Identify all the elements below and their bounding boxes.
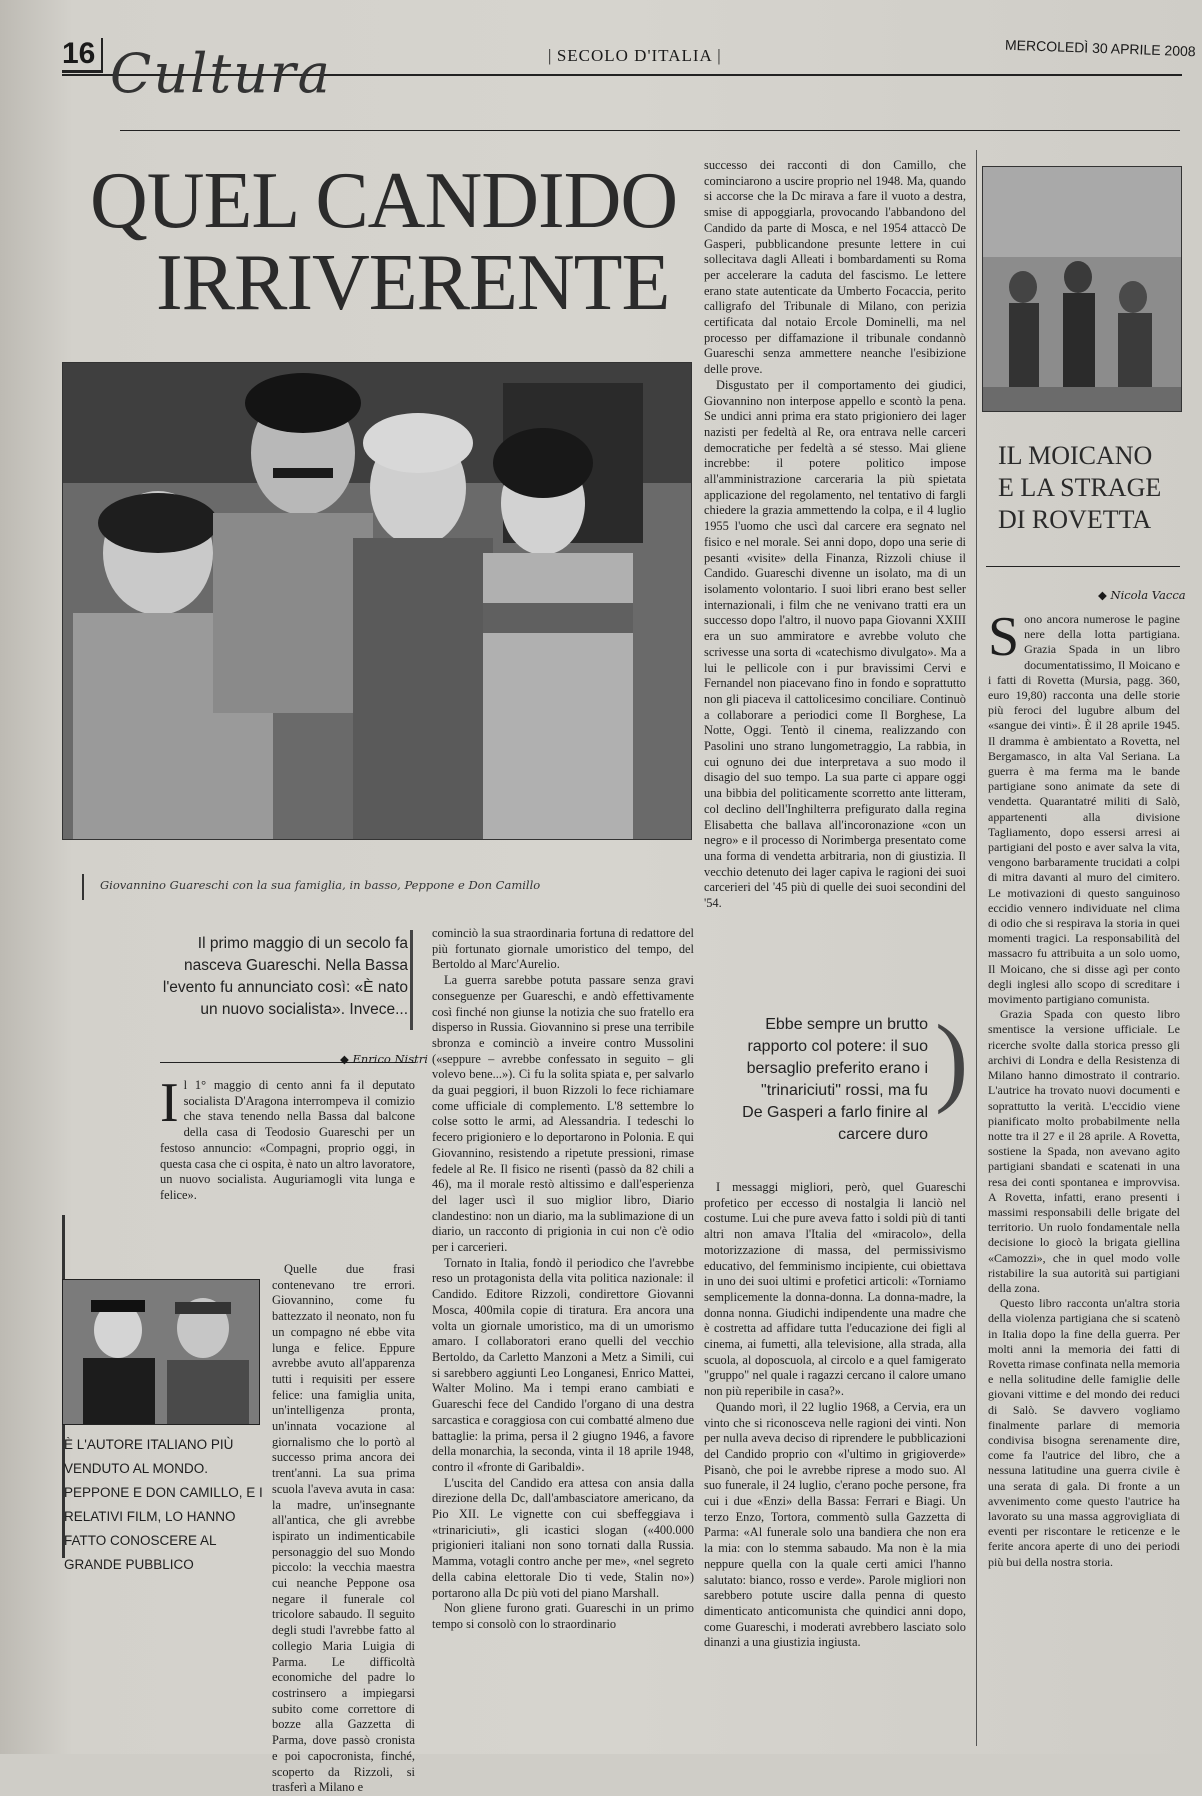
pull-quote-bracket: ) [935,1004,969,1115]
kicker-bar [410,930,413,1030]
drop-cap: I [160,1072,179,1134]
newspaper-name: | SECOLO D'ITALIA | [548,46,722,65]
main-byline-name: Enrico Nistri [352,1052,428,1066]
headline-line-2: IRRIVERENTE [156,239,670,327]
side-headline-line-2: E LA STRAGE [998,473,1162,502]
column-1-top [160,1072,415,1204]
side-column-divider [976,150,977,1746]
headline [90,157,710,327]
side-headline-line-1: IL MOICANO [998,441,1153,470]
family-photo-illustration [63,363,691,839]
col2-paragraph-3: Tornato in Italia, fondò il periodico che l'avrebbe reso un protagonista della vita politica nazionale: il Candido. Editore Rizzoli, condirettore Giovanni Mosca, 400mila copie di tiratura. Era ancora una volta un giornale umoristico, ma di un umorismo amaro. I collaboratori erano quelli del vecchio Bertoldo, da Carletto Manzoni a Metz a Simili, cui si sarebbero aggiunti Leo Longanesi, Enrico Mattei, Walter Molino. Ma i tempi erano cambiati e Guareschi fece del Candido l'organo di una destra sarcastica e coraggiosa con cui combatté almeno due battaglie: la prima, persa il 2 giugno 1946, a favore della monarchia, la seconda, vinta il 18 aprile 1948, contro il «fronte di Garibaldi». [432,1255,694,1474]
col3-paragraph-2: Disgustato per il comportamento dei giudici, Giovannino non interpose appello e scontò la pena. Se undici anni prima era stato prigioniero dei lager nazisti per fedeltà al Re, ora entrava nelle carceri democratiche per fedeltà a sé stesso. Mai gliene increbbe: il potere politico impose all'amministrazione carceraria la più spietata applicazione del regolamento, nel tentativo di fargli chiedere la grazia ammettendo la colpa, e il 4 luglio 1955 l'uomo che uscì dal carcere era segnato nel fisico e nel morale. Sei anni dopo, dopo una serie di pesanti «visite» della Finanza, Rizzoli chiuse il Candido. Guareschi divenne un isolato, ma di un isolamento volontario. I suoi libri erano best seller internazionali, i film che ne venivano tratti era un successo dopo l'altro, il nuovo papa Giovanni XXIII era un suo ammiratore e avrebbe voluto che scrivesse una sorta di «catechismo divulgato». Ma a lui le pellicole con i pur bravissimi Cervi e Fernandel non piacevano fino in fondo e soprattutto non gli piaceva il cattolicesimo conciliare. Continuò a collaborare a periodici come Il Borghese, La Notte, Oggi. Tentò il cinema, realizzando con Pasolini uno strano lungometraggio, La rabbia, in cui ognuno dei due interpretava a suo modo il disagio del suo tempo. La sua parte ci appare oggi una bibbia del politicamente scorretto ante litteram, col declino dell'Inghilterra prefigurato dalla regina Elisabetta che ballava all'incoronazione «con un negro» e il processo di Norimberga presentato come una forma di vendetta arbitraria, non di giustizia. Il vecchio detenuto dei lager capiva le ragioni dei suoi carcerieri del '45 più di quelle dei suoi secondini del '54. [704,377,966,911]
peppone-don-camillo-photo [62,1279,260,1425]
side-headline [998,440,1178,536]
col2-paragraph-5: Non gliene furono grati. Guareschi in un primo tempo si consolò con lo straordinario [432,1601,694,1631]
column-3-top [704,158,966,984]
peppone-photo-illustration [63,1280,259,1424]
rovetta-photo-illustration [983,167,1181,411]
family-photo [62,362,692,840]
col2-paragraph-2: La guerra sarebbe potuta passare senza gravi conseguenze per Guareschi, e andò effettivamente così finché non giunse la notizia che suo fratello era disperso in Russia. Giovannino si prese una terribile sbronza e cominciò a inveire contro Mussolini («seppure – avrebbe confessato in seguito – gli volevo bene...»). Ci fu la solita spiata e, per salvarlo da guai peggiori, il buon Rizzoli lo fece richiamare come ufficiale di complemento. L'8 settembre lo colse sotto le armi, ad Alessandria. I tedeschi lo fecero prigioniero e lo deportarono in Polonia. E qui Giovannino, resistendo a ripetute pressioni, rimase fedele al Re. Il fisico ne risentì (passò da 82 chili a 46), ma il morale restò altissimo e dall'esperienza del lager uscì il suo miglior libro, Diario clandestino: non un diario, ma la sublimazione di un diario, un racconto di prigionia in cui non c'è odio per i carcerieri. [432,973,694,1255]
side-byline: ◆ Nicola Vacca [1098,588,1186,602]
side-paragraph-1: ono ancora numerose le pagine nere della lotta partigiana. Grazia Spada in un libro documentatissimo, Il Moicano e i fatti di Rovetta (Mursia, pagg. 360, euro 19,80) racconta una delle storie più feroci del lugubre album del «sangue dei vinti». È il 28 aprile 1945. Il dramma è ambientato a Rovetta, nel Bergamasco, in alta Val Seriana. La guerra è ma ferma ma le bande partigiane sono animate da sete di vendetta. Quarantatré militi di Salò, appartenenti alla divisione Tagliamento, dopo essersi arresi ai partigiani del posto e aver salva la vita, vengono barbaramente trucidati a colpi di mitra davanti al muro del cimitero. Le motivazioni di questo sanguinoso eccidio vennero individuate nel clima di odio che si respirava la storia in quei momenti tragici. La responsabilità del massacro fu attribuita a un solo uomo, Il Moicano, che si disse agì per conto degli inglesi allo scopo di screditare i movimento partigiano comunista. [988,612,1180,1007]
issue-date: MERCOLEDÌ 30 APRILE 2008 [1004,36,1196,60]
col2-paragraph-1: cominciò la sua straordinaria fortuna di redattore del più fortunato giornale umoristico del tempo, del Bertoldo al Marc'Aurelio. [432,926,694,972]
headline-line-1: QUEL CANDIDO [90,157,678,245]
column-1-wrap [272,1262,415,1795]
paragraph [988,606,1180,1007]
col1-paragraph-2: Quelle due frasi contenevano tre errori. Giovannino, come fu battezzato il neonato, non fu un compagno né ebbe vita lunga e felice. Eppure avrebbe avuto all'apparenza tutti i requisiti per essere felice: una famiglia unita, un'intelligenza pronta, un'innata vocazione al giornalismo che lo portò al successo prima ancora dei trent'anni. La sua prima scuola l'aveva avuta in casa: la madre, un'insegnante all'antica, che gli avrebbe ispirato un indimenticabile personaggio del suo Mondo piccolo: la vecchia maestra cui neanche Peppone osa negare il funerale col tricolore sabaudo. Il seguito degli studi l'avrebbe fatto al collegio Maria Luigia di Parma. Le difficoltà economiche del padre lo costrinsero a impiegarsi subito come correttore di bozze alla Gazzetta di Parma, dove passò cronista e poi capocronista, finché, scoperto da Rizzoli, si trasferì a Milano e [272,1262,415,1795]
side-drop-cap: S [988,606,1020,668]
masthead-bottom-rule [120,130,1180,131]
column-3-bottom [704,1180,966,1746]
side-column [988,606,1180,1746]
col3-paragraph-3: I messaggi migliori, però, quel Guareschi profetico per eccesso di nostalgia li lanciò nel costume. Lui che pure aveva fatto i soldi più di tanti altri non amava l'Italia del «miracolo», della motorizzazione di massa, del permissivismo educativo, del femminismo incipiente, cui obiettava in uno dei suoi ultimi e profetici articoli: «Torniamo semplicemente la donna-donna. La donna-madre, la donna nonna. Giudichi indipendente una madre che è costretta ad affidare tutta l'educazione dei figli al cinema, ai fumetti, alla televisione, alla strada, alla scuola, al doposcuola, al circolo e a quel famigerato "gruppo" nel quale i ragazzi cercano il calore umano non più reperibile in casa?». [704,1180,966,1399]
column-2 [432,926,694,1746]
side-byline-rule [986,566,1180,567]
main-byline: ◆ Enrico Nistri [340,1052,428,1066]
photo-caption: Giovannino Guareschi con la sua famiglia, in basso, Peppone e Don Camillo [100,878,541,892]
side-paragraph-3: Questo libro racconta un'altra storia della violenza partigiana che si scatenò in Italia dopo la fine della guerra. Per molti anni la memoria dei fatti di Rovetta rimase confinata nella memoria e nella solitudine delle famiglie delle giovani vittime e del mondo dei reduci di Salò. Se davvero vogliamo finalmente parlare di memoria condivisa bisogna serenamente dire, come fa l'autrice del libro, che a nessuna latitudine una guerra civile è una serata di gala. Di fronte a un avvenimento come questo l'autrice ha lavorato su una massa aggrovigliata di eventi per riscontare le reticenze e le ferite ancora aperte di uno dei periodi più bui della nostra storia. [988,1296,1180,1569]
rovetta-photo [982,166,1182,412]
caption-bar [82,874,84,900]
side-byline-name: Nicola Vacca [1110,588,1186,602]
article-kicker: Il primo maggio di un secolo fa nasceva Guareschi. Nella Bassa l'evento fu annunciato così: «È nato un nuovo socialista». Invece... [162,935,408,1018]
col3-paragraph-4: Quando morì, il 22 luglio 1968, a Cervia, era un vinto che si riconosceva nelle ragioni dei vinti. Non per nulla aveva deciso di riprendere le pubblicazioni del Candido proprio con «l'ultimo in grigioverde» Pisanò, che poi le avrebbe riprese a modo suo. Al suo funerale, il 24 luglio, c'erano poche persone, fra cui i due «Enzi» della Bassa: Ferrari e Biagi. Un terzo Enzo, Tortora, commentò sulla Gazzetta di Parma: «Al funerale solo una bandiera che non era la mia: con lo stemma sabaudo. Ma non è la mia neppure quella con la quale certi amici l'hanno salutato: bianco, rosso e verde». Parole migliori non sarebbero potute uscire dalla penna di questo dimenticato anticomunista che quindici anni dopo, come Guareschi, i moderati avrebbero lasciato solo dinanzi a una giustizia ingiusta. [704,1399,966,1650]
side-paragraph-2: Grazia Spada con questo libro smentisce la versione ufficiale. Le ricerche svolte dalla storica presso gli archivi di Londra e della Resistenza di Milano hanno dimostrato il contrario. L'autrice ha trovato nuovi documenti e soprattutto la verità. L'eccidio viene pianificato molto probabilmente nella notte tra il 27 e il 28 aprile. A Rovetta, sostiene la Spada, non avevano agito partigiani sbandati e scatenati in una resa dei conti spontanea e improvvisa. A Rovetta, infatti, erano presenti i massimi responsabili delle brigate del territorio. Un ruolo fondamentale nella decisione lo giocò la brigata giellina «Camozzi», che in quel modo volle ristabilire la sua autorità sui partigiani della zona. [988,1007,1180,1295]
side-headline-line-3: DI ROVETTA [998,505,1152,534]
col2-paragraph-4: L'uscita del Candido era attesa con ansia dalla direzione della Dc, dall'ambasciatore americano, da Pio XII. Le vignette con cui sbeffeggiava i «trinariciuti», gli icastici slogan («400.000 prigionieri italiani non sono tornati dalla Russia. Mamma, votagli contro anche per me», «nel segreto della cabina elettorale Dio ti vede, Stalin no») portarono alla Dc più voti del piano Marshall. [432,1475,694,1600]
paragraph [160,1072,415,1204]
pull-quote: Ebbe sempre un brutto rapporto col potere: il suo bersaglio preferito erano i "trinariciuti" rossi, ma fu De Gasperi a farlo finire al carcere duro [742,1016,928,1143]
newspaper-name-text: SECOLO D'ITALIA [556,46,713,65]
col3-paragraph-1: successo dei racconti di don Camillo, che cominciarono a uscire proprio nel 1948. Ma, quando si accorse che la Dc mirava a fare il vuoto a destra, smise di appoggiarla, provocando l'abbandono del Candido da parte di Mosca, e nel 1954 attaccò De Gasperi, pubblicandone presunte lettere in cui sollecitava dagli Alleati i bombardamenti su Roma per accelerare la caduta del fascismo. Le lettere erano state autenticate da Umberto Focaccia, perito calligrafo del Tribunale di Milano, con perizia certificata dal notaio Ercole Dominelli, ma nel processo per diffamazione il tribunale condannò Guareschi senza ammettere neanche l'esibizione delle prove. [704,158,966,377]
page-number: 16 [62,38,103,73]
box-text: È L'AUTORE ITALIANO PIÙ VENDUTO AL MONDO. PEPPONE E DON CAMILLO, E I RELATIVI FILM, LO HANNO FATTO CONOSCERE AL GRANDE PUBBLICO [64,1437,263,1572]
section-title: Cultura [110,42,332,105]
col1-paragraph-1: l 1° maggio di cento anni fa il deputato socialista D'Aragona interrompeva il comizio che stava tenendo nella Bassa dal balcone della casa di Teodosio Guareschi per un festoso annuncio: «Compagni, proprio oggi, in questa casa che ci ospita, è nato un altro lavoratore, un nuovo socialista. Auguriamogli vita lunga e felice». [160,1078,415,1202]
